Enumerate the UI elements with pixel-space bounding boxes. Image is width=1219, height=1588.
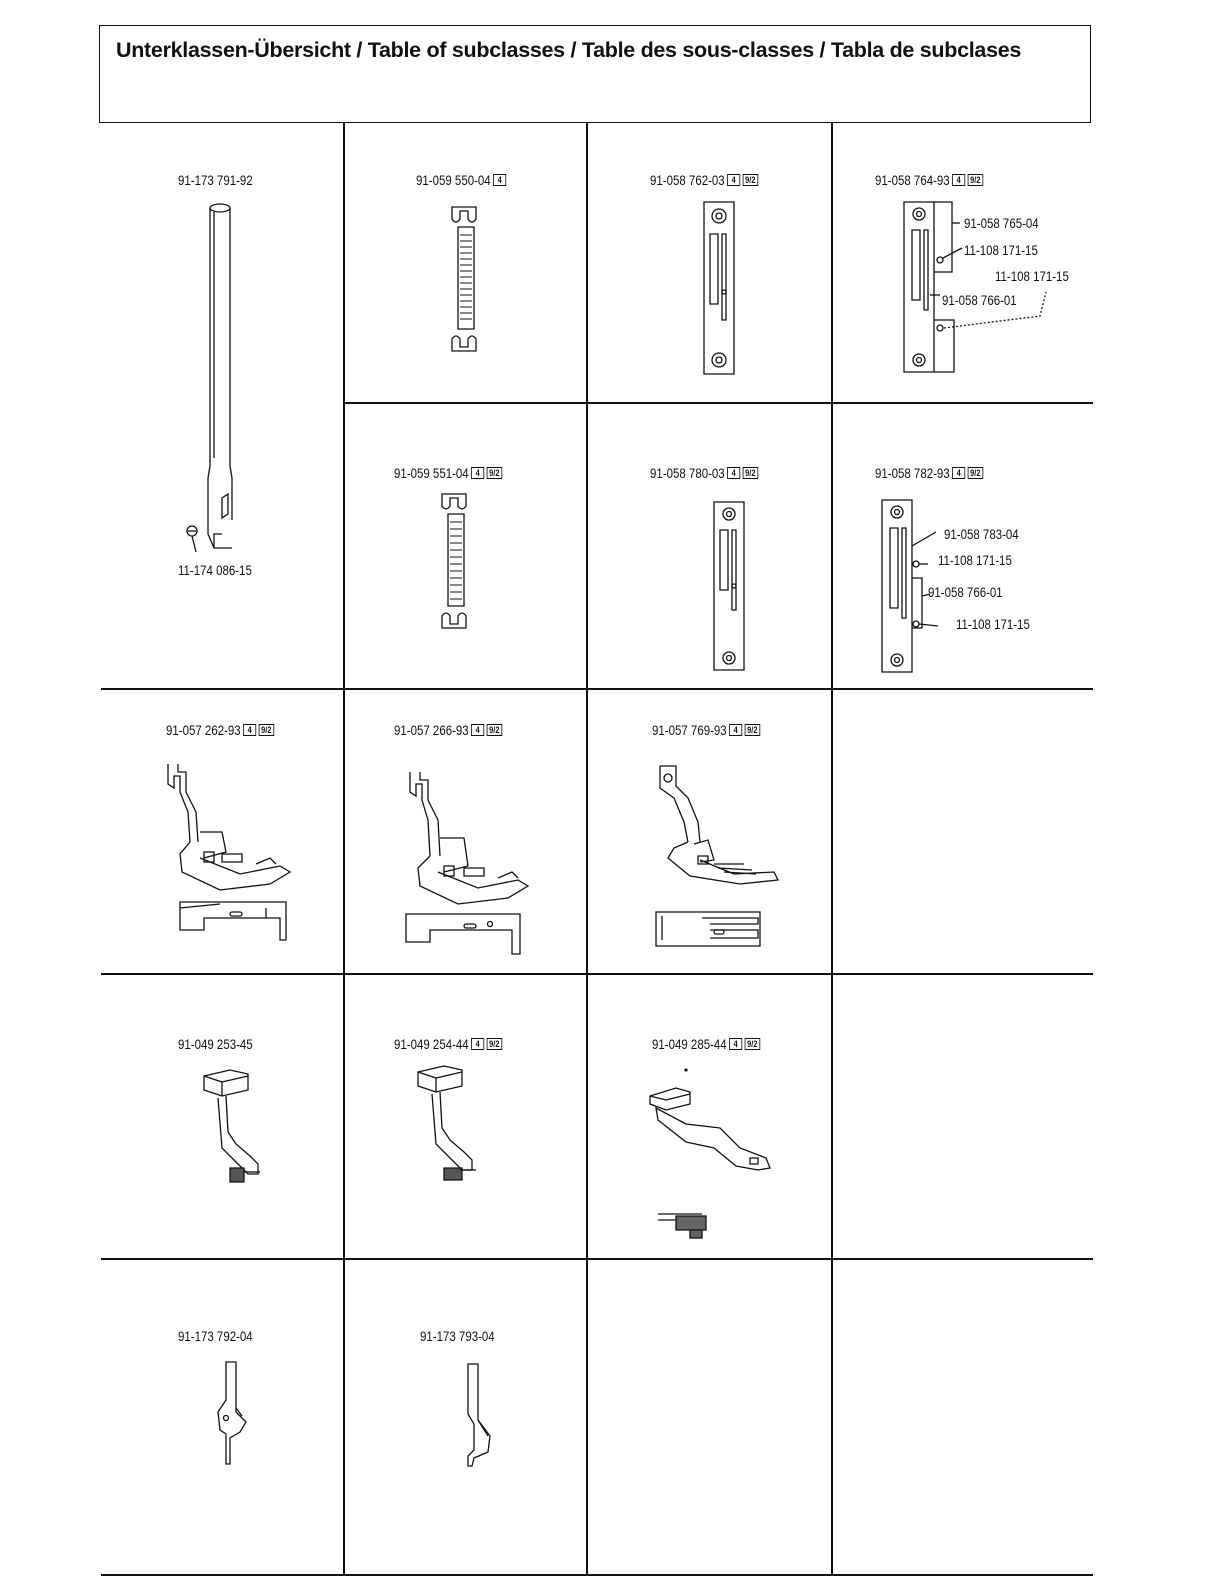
callout-label: 91-058 765-04 — [964, 215, 1039, 231]
subclass-badge-4: 4 — [471, 724, 484, 736]
subclass-badge-9-2: 9/2 — [968, 467, 983, 479]
subclass-badge-4: 4 — [727, 467, 740, 479]
callout-label: 91-058 766-01 — [942, 292, 1017, 308]
part-number-label: 91-058 782-93 4 9/2 — [875, 465, 983, 481]
part-number-label: 91-057 266-93 4 9/2 — [394, 722, 502, 738]
callout-label: 11-108 171-15 — [995, 268, 1069, 284]
subclass-badge-4: 4 — [493, 174, 506, 186]
subclass-badge-4: 4 — [471, 1038, 484, 1050]
grid-hline-r2 — [101, 688, 1093, 690]
part-number-label: 91-059 550-04 4 — [416, 172, 506, 188]
subclass-badge-4: 4 — [952, 467, 965, 479]
subclass-badge-9-2: 9/2 — [259, 724, 274, 736]
part-number-label: 91-049 285-44 4 9/2 — [652, 1036, 760, 1052]
part-number-label: 91-173 792-04 — [178, 1328, 253, 1344]
grid-hline-bottom — [101, 1574, 1093, 1576]
subclass-badge-4: 4 — [471, 467, 484, 479]
part-number-label: 91-059 551-04 4 9/2 — [394, 465, 502, 481]
edge-guide-icon — [414, 1064, 504, 1204]
feed-dog-icon — [436, 492, 476, 632]
part-number-label: 91-173 791-92 — [178, 172, 253, 188]
subclass-badge-9-2: 9/2 — [487, 467, 502, 479]
needle-plate-icon — [712, 500, 748, 672]
edge-guide-icon — [200, 1068, 290, 1208]
callout-label: 11-108 171-15 — [956, 616, 1030, 632]
part-number-label: 91-049 253-45 — [178, 1036, 253, 1052]
page-title: Unterklassen-Übersicht / Table of subclasses / Table des sous-classes / Tabla de subclases — [116, 38, 1022, 62]
subclass-badge-4: 4 — [729, 1038, 742, 1050]
subclass-badge-4: 4 — [727, 174, 740, 186]
subclass-badge-9-2: 9/2 — [968, 174, 983, 186]
subclass-badge-9-2: 9/2 — [487, 724, 502, 736]
subclass-badge-9-2: 9/2 — [745, 724, 760, 736]
presser-foot-icon — [654, 764, 794, 964]
presser-foot-icon — [160, 762, 300, 962]
grid-vline-2 — [586, 123, 588, 1575]
subclass-badge-9-2: 9/2 — [743, 467, 758, 479]
part-number-label: 91-049 254-44 4 9/2 — [394, 1036, 502, 1052]
part-number-label: 91-057 262-93 4 9/2 — [166, 722, 274, 738]
needle-plate-icon — [702, 200, 738, 376]
part-number-label: 91-058 764-93 4 9/2 — [875, 172, 983, 188]
callout-label: 91-058 766-01 — [928, 584, 1003, 600]
edge-guide-icon — [646, 1068, 786, 1248]
feed-dog-icon — [446, 205, 486, 355]
grid-hline-r1 — [343, 402, 1093, 404]
needle-bar-icon — [170, 198, 250, 558]
subclass-badge-4: 4 — [729, 724, 742, 736]
title-box — [99, 25, 1091, 123]
screw-part-number-label: 11-174 086-15 — [178, 562, 252, 578]
part-number-label: 91-173 793-04 — [420, 1328, 495, 1344]
callout-label: 91-058 783-04 — [944, 526, 1019, 542]
presser-foot-icon — [404, 770, 544, 970]
subclass-badge-9-2: 9/2 — [487, 1038, 502, 1050]
thread-guide-icon — [212, 1360, 262, 1470]
part-number-label: 91-057 769-93 4 9/2 — [652, 722, 760, 738]
callout-label: 11-108 171-15 — [938, 552, 1012, 568]
grid-hline-r3 — [101, 973, 1093, 975]
grid-vline-1 — [343, 123, 345, 1575]
subclass-badge-4: 4 — [952, 174, 965, 186]
thread-guide-icon — [462, 1362, 512, 1472]
subclass-badge-9-2: 9/2 — [743, 174, 758, 186]
subclass-badge-4: 4 — [243, 724, 256, 736]
grid-hline-r4 — [101, 1258, 1093, 1260]
part-number-label: 91-058 762-03 4 9/2 — [650, 172, 758, 188]
grid-vline-3 — [831, 123, 833, 1575]
callout-label: 11-108 171-15 — [964, 242, 1038, 258]
part-number-label: 91-058 780-03 4 9/2 — [650, 465, 758, 481]
subclass-badge-9-2: 9/2 — [745, 1038, 760, 1050]
